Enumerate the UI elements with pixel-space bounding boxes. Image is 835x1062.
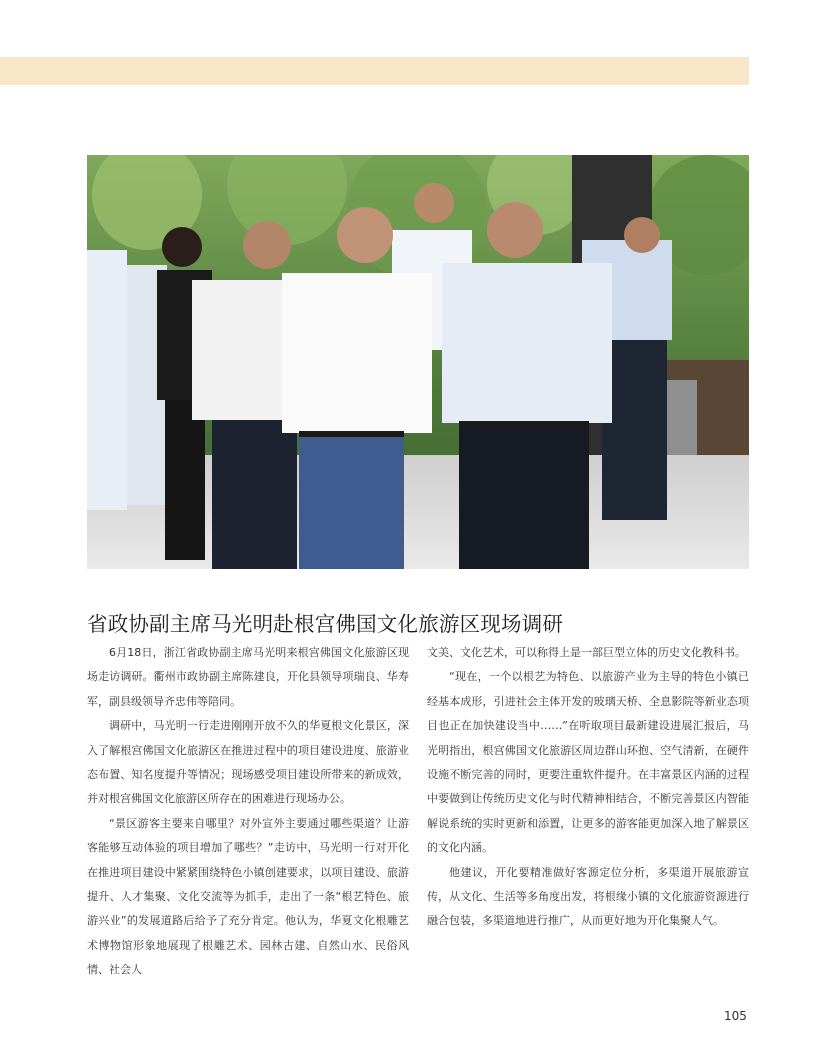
header-band [0, 57, 749, 85]
article-photo [87, 155, 749, 569]
paragraph: 6月18日，浙江省政协副主席马光明来根宫佛国文化旅游区现场走访调研。衢州市政协副主席陈建良，开化县领导项瑞良、华寿军，副县级领导齐忠伟等陪同。 [87, 646, 409, 708]
page-number: 105 [724, 1009, 747, 1023]
paragraph: 文美、文化艺术，可以称得上是一部巨型立体的历史文化教科书。 [427, 646, 746, 659]
paragraph: 他建议，开化要精准做好客源定位分析，多渠道开展旅游宣传，从文化、生活等多角度出发，将根缘小镇的文化旅游资源进行融合包装，多渠道地进行推广，从而更好地为开化集聚人气。 [427, 865, 749, 928]
article-right-column [427, 641, 749, 934]
paragraph: “现在，一个以根艺为特色、以旅游产业为主导的特色小镇已经基本成形，引进社会主体开发的玻璃天桥、全息影院等新业态项目也正在加快建设当中……”在听取项目最新建设进展汇报后，马光明指出，根宫佛国文化旅游区周边群山环抱、空气清新，在硬件设施不断完善的同时，更要注重软件提升。在丰富景区内涵的过程中要做到让传统历史文化与时代精神相结合，不断完善景区内智能解说系统的实时更新和添置，让更多的游客能更加深入地了解景区的文化内涵。 [427, 670, 749, 855]
paragraph: 调研中，马光明一行走进刚刚开放不久的华夏根文化景区，深入了解根宫佛国文化旅游区在推进过程中的项目建设进度、旅游业态布置、知名度提升等情况；现场感受项目建设所带来的新成效，并对根宫佛国文化旅游区所存在的困难进行现场办公。 [87, 719, 409, 806]
article-left-column [87, 641, 409, 983]
paragraph: “景区游客主要来自哪里？对外宣外主要通过哪些渠道？让游客能够互动体验的项目增加了哪些？”走访中，马光明一行对开化在推进项目建设中紧紧围绕特色小镇创建要求，以项目建设、旅游提升、人才集聚、文化交流等为抓手，走出了一条“根艺特色、旅游兴业”的发展道路后给予了充分肯定。他认为，华夏文化根雕艺术博物馆形象地展现了根雕艺术、园林古建、自然山水、民俗风情、社会人 [87, 816, 409, 977]
article-title: 省政协副主席马光明赴根宫佛国文化旅游区现场调研 [87, 612, 564, 636]
